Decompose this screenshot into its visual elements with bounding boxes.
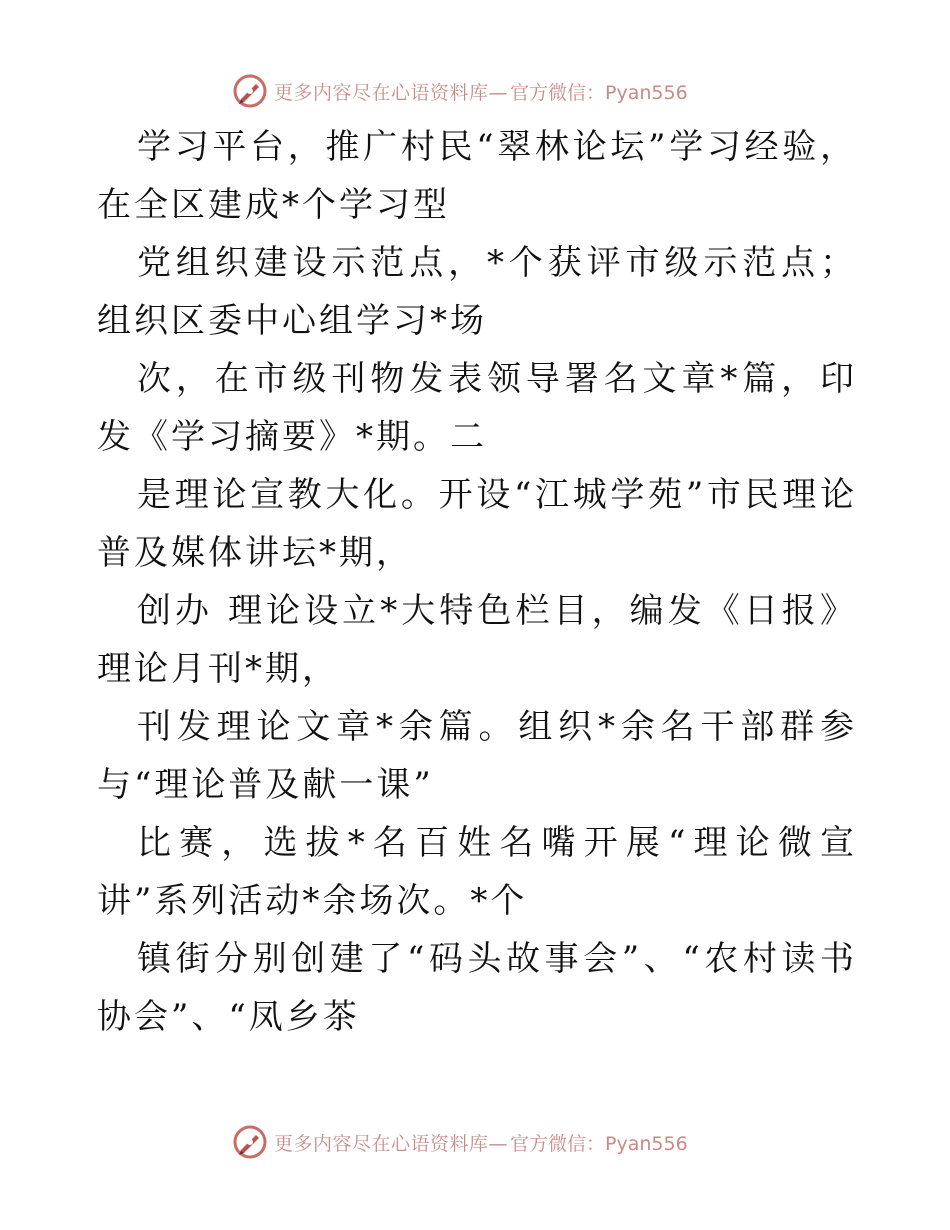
paragraph: 次，在市级刊物发表领导署名文章*篇，印发《学习摘要》*期。二 bbox=[97, 359, 857, 457]
header-watermark bbox=[232, 72, 688, 110]
watermark-text: 更多内容尽在心语资料库— bbox=[274, 1132, 509, 1155]
paragraph: 镇街分别创建了“码头故事会”、“农村读书协会”、“凤乡茶 bbox=[97, 939, 857, 1037]
paragraph: 创办 理论设立*大特色栏目，编发《日报》理论月刊*期， bbox=[97, 591, 857, 689]
paragraph: 学习平台，推广村民“翠林论坛”学习经验，在全区建成*个学习型 bbox=[97, 127, 857, 225]
document-body bbox=[97, 118, 857, 1046]
watermark-wechat: 官方微信：Pyan556 bbox=[510, 1132, 688, 1155]
paragraph: 是理论宣教大化。开设“江城学苑”市民理论普及媒体讲坛*期， bbox=[97, 475, 857, 573]
watermark-text: 更多内容尽在心语资料库— bbox=[274, 81, 509, 104]
pen-logo-icon bbox=[232, 73, 268, 109]
paragraph: 比赛，选拔*名百姓名嘴开展“理论微宣讲”系列活动*余场次。*个 bbox=[97, 823, 857, 921]
footer-watermark bbox=[232, 1123, 688, 1161]
paragraph: 党组织建设示范点，*个获评市级示范点；组织区委中心组学习*场 bbox=[97, 243, 857, 341]
watermark-wechat: 官方微信：Pyan556 bbox=[510, 81, 688, 104]
pen-logo-icon bbox=[232, 1124, 268, 1160]
paragraph: 刊发理论文章*余篇。组织*余名干部群参与“理论普及献一课” bbox=[97, 707, 857, 805]
